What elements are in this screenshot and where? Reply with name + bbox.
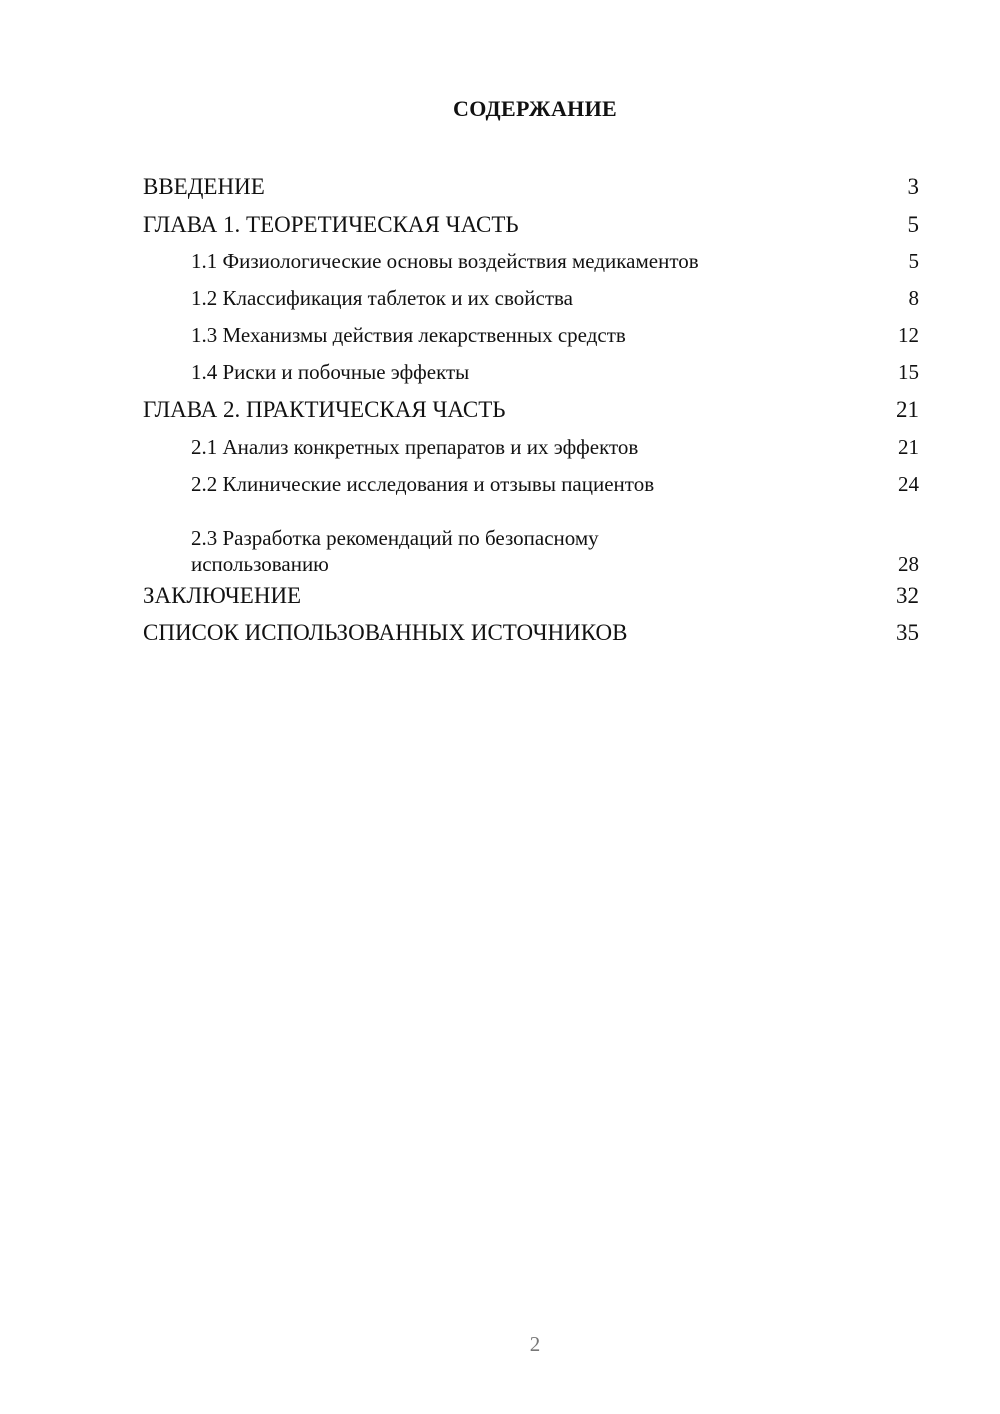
toc-entry-label: 1.4 Риски и побочные эффекты — [191, 360, 470, 384]
toc-entry-page: 5 — [908, 249, 919, 273]
toc-entry-section-2-2 — [143, 466, 919, 503]
toc-entry-section-1-4 — [143, 354, 919, 391]
toc-entry-page: 3 — [907, 174, 919, 199]
toc-entry-page: 28 — [898, 551, 919, 576]
toc-entry-label: ГЛАВА 2. ПРАКТИЧЕСКАЯ ЧАСТЬ — [143, 397, 506, 422]
toc-entry-section-2-3 — [143, 503, 919, 577]
toc-entry-page: 21 — [898, 434, 919, 459]
page-number: 2 — [529, 1332, 541, 1356]
toc-entry-introduction — [143, 168, 919, 206]
toc-entry-section-1-3 — [143, 317, 919, 354]
toc-entry-page: 21 — [896, 397, 919, 422]
toc-entry-conclusion — [143, 577, 919, 615]
toc-entry-page: 35 — [896, 620, 919, 645]
toc-entry-label: 1.3 Механизмы действия лекарственных средств — [191, 323, 626, 347]
toc-entry-section-1-1 — [143, 243, 919, 280]
toc-entry-label: 1.2 Классификация таблеток и их свойства — [191, 286, 573, 310]
toc-entry-page: 32 — [896, 582, 919, 608]
toc-entry-references — [143, 614, 919, 652]
toc-entry-label: 2.1 Анализ конкретных препаратов и их эффектов — [191, 434, 639, 459]
table-of-contents — [143, 168, 919, 652]
toc-entry-chapter-2 — [143, 391, 919, 429]
toc-entry-section-1-2 — [143, 280, 919, 317]
toc-entry-page: 24 — [898, 471, 919, 496]
toc-entry-label: 2.2 Клинические исследования и отзывы пациентов — [191, 471, 655, 496]
toc-entry-page: 12 — [898, 323, 919, 347]
toc-entry-page: 15 — [898, 360, 919, 384]
toc-entry-section-2-1 — [143, 429, 919, 466]
toc-entry-page: 5 — [907, 211, 919, 237]
toc-entry-label: СПИСОК ИСПОЛЬЗОВАННЫХ ИСТОЧНИКОВ — [143, 620, 628, 645]
toc-entry-label: 2.3 Разработка рекомендаций по безопасному использованию — [191, 525, 599, 576]
toc-title: СОДЕРЖАНИЕ — [453, 96, 617, 121]
toc-entry-label: ЗАКЛЮЧЕНИЕ — [143, 582, 302, 608]
toc-entry-label: 1.1 Физиологические основы воздействия медикаментов — [191, 249, 699, 273]
toc-entry-label: ГЛАВА 1. ТЕОРЕТИЧЕСКАЯ ЧАСТЬ — [143, 211, 519, 237]
toc-entry-chapter-1 — [143, 206, 919, 244]
toc-entry-label: ВВЕДЕНИЕ — [143, 174, 265, 199]
toc-entry-page: 8 — [908, 286, 919, 310]
